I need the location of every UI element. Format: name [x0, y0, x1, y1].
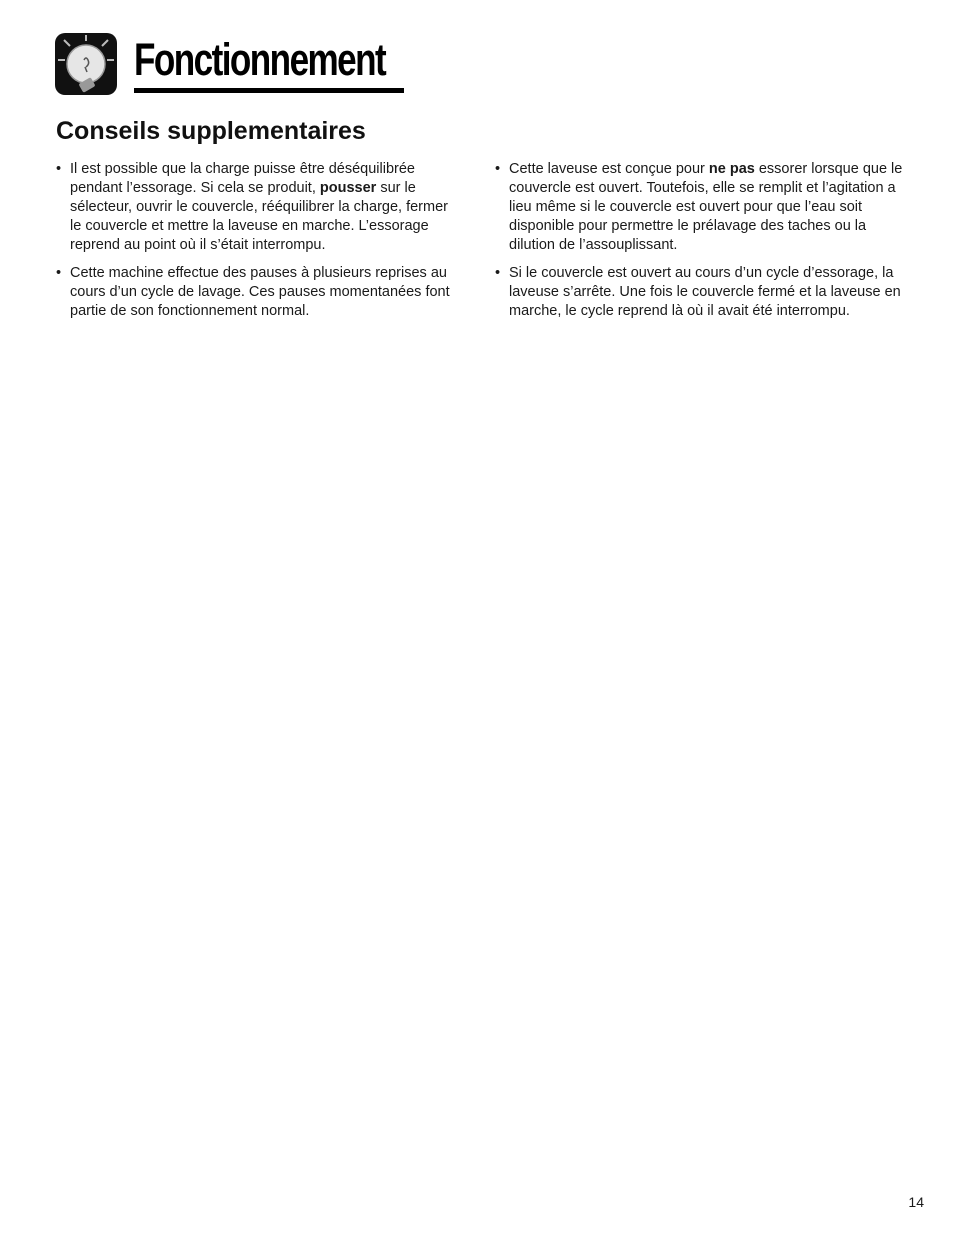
list-item	[495, 160, 903, 255]
bullet-marker: •	[495, 265, 501, 281]
item-text: essorer lorsque que le couvercle est ouvert. Toutefois, elle se remplit et l’agitation a lieu même si le couvercle est ouvert pour que l’eau soit disponible pour permettre le prélavage des taches ou la dilution de l’assouplissant.	[509, 161, 903, 253]
right-column-list	[495, 160, 903, 330]
list-item	[56, 160, 462, 255]
item-emphasis: pousser	[319, 180, 377, 196]
title-underline	[134, 88, 404, 93]
page-header	[54, 30, 414, 100]
list-item	[495, 264, 903, 321]
bullet-marker: •	[56, 265, 62, 281]
bullet-marker: •	[495, 161, 501, 177]
bullet-marker: •	[56, 161, 62, 177]
item-text: Cette machine effectue des pauses à plusieurs reprises au cours d’un cycle de lavage. Ces pauses momentanées font partie de son fonctionnement normal.	[70, 265, 450, 319]
item-text: Il est possible que la charge puisse être déséquilibrée pendant l’essorage. Si cela se produit,	[70, 161, 415, 196]
lightbulb-icon	[54, 32, 118, 96]
list-item	[56, 264, 462, 321]
item-text: Cette laveuse est conçue pour	[509, 161, 709, 177]
section-heading: Conseils supplementaires	[56, 117, 366, 145]
left-column-list	[56, 160, 462, 330]
item-emphasis: ne pas	[708, 161, 755, 177]
page-number: 14	[908, 1194, 924, 1210]
item-text: sur le sélecteur, ouvrir le couvercle, rééquilibrer la charge, fermer le couvercle et mettre la laveuse en marche. L’essorage reprend au point où il s’était interrompu.	[70, 180, 448, 253]
item-text: Si le couvercle est ouvert au cours d’un cycle d’essorage, la laveuse s’arrête. Une fois le couvercle fermé et la laveuse en marche, le cycle reprend là où il avait été interrompu.	[509, 265, 901, 319]
page-title: Fonctionnement	[134, 34, 386, 85]
